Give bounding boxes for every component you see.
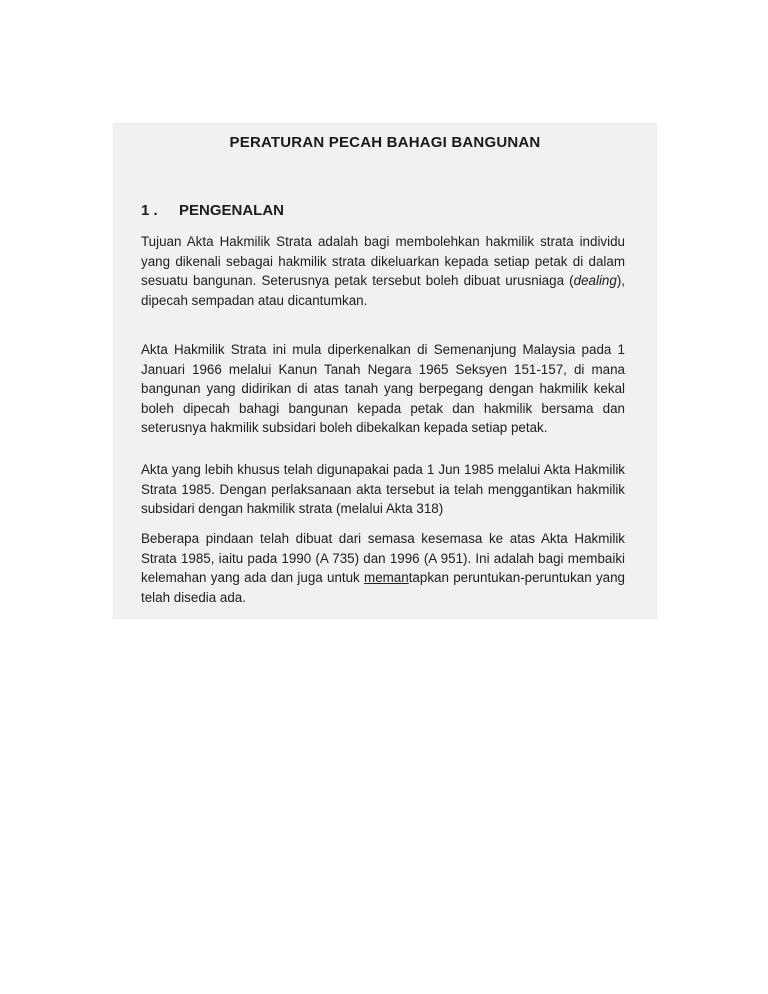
paragraph-3: Akta yang lebih khusus telah digunapakai pada 1 Jun 1985 melalui Akta Hakmilik Strata 1985. Dengan perlaksanaan akta tersebut ia telah menggantikan hakmilik subsidari dengan hakmilik strata (melalui Akta 318) (141, 462, 625, 517)
paragraph-1 (141, 232, 625, 310)
paragraph-4 (141, 529, 625, 607)
paragraph-4-text-b: tapkan peruntukan-peruntukan yang telah disedia ada. (141, 570, 625, 605)
paragraph-4-text-a: Beberapa pindaan telah dibuat dari semasa kesemasa ke atas Akta Hakmilik Strata 1985, iaitu pada 1990 (A 735) dan 1996 (A 951). Ini adalah bagi membaiki kelemahan yang ada dan juga untuk (141, 531, 625, 586)
paragraph-2: Akta Hakmilik Strata ini mula diperkenalkan di Semenanjung Malaysia pada 1 Januari 1966 melalui Kanun Tanah Negara 1965 Seksyen 151-157, di mana bangunan yang didirikan di atas tanah yang berpegang dengan hakmilik kekal boleh dipecah bahagi bangunan kepada petak dan hakmilik bersama dan seterusnya hakmilik subsidari boleh dibekalkan kepada setiap petak. (141, 342, 625, 436)
section-heading (141, 202, 284, 219)
scanned-page (114, 124, 656, 618)
document-title: PERATURAN PECAH BAHAGI BANGUNAN (229, 134, 541, 151)
paragraph-1-italic: dealing (573, 273, 617, 289)
section-number: 1 . (141, 202, 158, 219)
paragraph-1-text-b: ), dipecah sempadan atau dicantumkan. (141, 273, 625, 308)
section-title: PENGENALAN (179, 202, 285, 219)
paragraph-1-text-a: Tujuan Akta Hakmilik Strata adalah bagi membolehkan hakmilik strata individu yang dikenali sebagai hakmilik strata dikeluarkan kepada setiap petak di dalam sesuatu bangunan. Seterusnya petak tersebut boleh dibuat urusniaga ( (141, 234, 625, 289)
paragraph-4-underlined: meman (364, 570, 409, 586)
